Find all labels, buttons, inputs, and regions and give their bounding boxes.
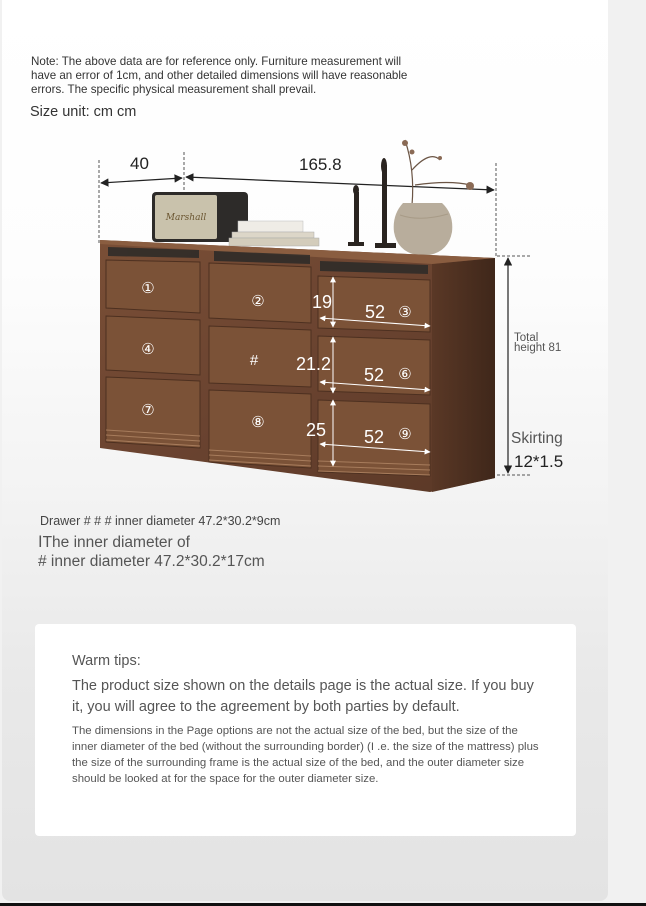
drawer-inner-diameter-small: Drawer # # # inner diameter 47.2*30.2*9cm (40, 514, 281, 528)
depth-dimension: 40 (130, 154, 149, 173)
books-decor (229, 221, 319, 246)
figurines-decor (348, 158, 396, 248)
warm-tips-card (35, 624, 576, 836)
inner-diameter-heading: ⅠThe inner diameter of (38, 534, 190, 551)
drawer-height-2: 21.2 (296, 354, 332, 374)
drawer-width-3: 52 (364, 427, 385, 447)
total-height-label: Total height 81 (514, 332, 562, 354)
drawer-label-4: ④ (141, 341, 155, 358)
skirting-value: 12*1.5 (514, 452, 564, 471)
drawer-label-5: # (249, 352, 259, 369)
drawer-label-6: ⑥ (398, 366, 412, 383)
drawer-width-1: 52 (365, 302, 386, 322)
drawer-label-7: ⑦ (141, 402, 155, 419)
warm-tips-main-text: The product size shown on the details page is the actual size. If you buy it, you will agree to the agreement by both parties by default. (72, 678, 534, 715)
drawer-label-8: ⑧ (251, 414, 265, 431)
measurement-note: Note: The above data are for reference only. Furniture measurement will have an error of 1cm, and other detailed dimensions will have reasonable errors. The specific physical measurement shall prevail. (31, 55, 408, 96)
warm-tips-detail-text: The dimensions in the Page options are not the actual size of the bed, but the size of the inner diameter of the bed (without the surrounding border) (I .e. the size of the mattress) plus the size of the surrounding frame is the actual size of the bed, and the outer diameter size should be looked at for the space for the outer diameter size. (72, 725, 539, 785)
vase-decor (394, 140, 474, 256)
width-dimension: 165.8 (299, 155, 342, 174)
drawer-inner-diameter-large: # inner diameter 47.2*30.2*17cm (38, 553, 265, 570)
drawer-label-2: ② (251, 293, 265, 310)
size-unit-label: Size unit: cm cm (30, 104, 137, 120)
drawer-label-3: ③ (398, 304, 412, 321)
drawer-height-3: 25 (306, 420, 327, 440)
skirting-label: Skirting (511, 430, 563, 447)
drawer-height-1: 19 (312, 292, 333, 312)
dresser (100, 240, 495, 492)
warm-tips-title: Warm tips: (72, 653, 141, 669)
drawer-width-2: 52 (364, 365, 385, 385)
svg-text:Marshall: Marshall (165, 213, 207, 223)
drawer-label-9: ⑨ (398, 426, 412, 443)
drawer-label-1: ① (141, 280, 155, 297)
